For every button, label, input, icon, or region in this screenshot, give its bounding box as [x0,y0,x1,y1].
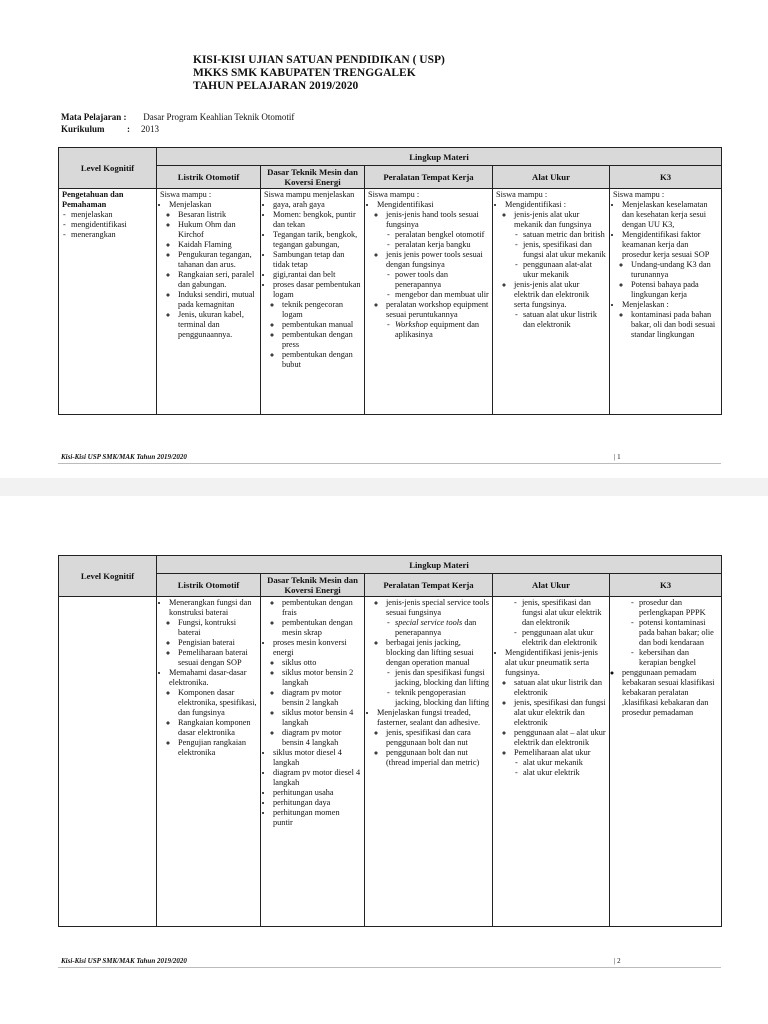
page-1 [0,0,768,478]
subject-row: Mata Pelajaran : Dasar Program Keahlian Teknik Otomotif [61,112,295,122]
level-cell: Pengetahuan dan Pemahaman - menjelaskan - mengidentifikasi - menerangkan [59,189,157,415]
header-level: Level Kognitif [59,556,157,597]
footer-text: Kisi-Kisi USP SMK/MAK Tahun 2019/2020 [61,453,187,461]
cell-peralatan: ◦ jenis-jenis special service tools sesuai fungsinya - special service tools dan penerapannya ◦ berbagai jenis jacking, blocking dan lifting sesuai dengan operation manual - jenis dan spesifikasi fungsi jacking, blocking dan lifting - teknik pengoperasian jacking, blocking dan lifting • Menjelaskan fungsi treaded, fasterner, sealant dan adhesive. ◦ jenis, spesifikasi dan cara penggunaan bolt dan nut ◦ penggunaan bolt dan nut (thread imperial dan metric) [365,597,493,927]
page-number: | 2 [614,957,621,965]
header-col5: K3 [610,166,722,189]
header-col2: Dasar Teknik Mesin dan Koversi Energi [261,574,365,597]
header-col2: Dasar Teknik Mesin dan Koversi Energi [261,166,365,189]
header-col3: Peralatan Tempat Kerja [365,574,493,597]
header-col4: Alat Ukur [493,574,610,597]
cell-mesin: Siswa mampu menjelaskan • gaya, arah gaya • Momen: bengkok, puntir dan tekan • Tegangan tarik, bengkok, tegangan gabungan, • Sambungan tetap dan tidak tetap • gigi,rantai dan belt • proses dasar pembentukan logam ◦ teknik pengecoran logam ◦ pembentukan manual ◦ pembentukan dengan press ◦ pembentukan dengan bubut [261,189,365,415]
kisi-table-2 [58,555,722,927]
header-scope: Lingkup Materi [157,556,722,574]
header-scope: Lingkup Materi [157,148,722,166]
header-col3: Peralatan Tempat Kerja [365,166,493,189]
cell-listrik: Siswa mampu : • Menjelaskan ◦ Besaran listrik ◦ Hukum Ohm dan Kirchof ◦ Kaidah Flaming ◦ Pengukuran tegangan, tahanan dan arus. ◦ Rangkaian seri, paralel dan gabungan. ◦ Induksi sendiri, mutual pada kemagnitan ◦ Jenis, ukuran kabel, terminal dan penggunaannya. [157,189,261,415]
kisi-table-1 [58,147,722,415]
cell-alat-ukur: - jenis, spesifikasi dan fungsi alat ukur elektrik dan elektronik - penggunaan alat ukur elektrik dan elektronik • Mengidentifikasi jenis-jenis alat ukur pneumatik serta fungsinya. ◦ satuan alat ukur listrik dan elektronik ◦ jenis, spesifikasi dan fungsi alat ukur elektrik dan elektronik ◦ penggunaan alat – alat ukur elektrik dan elektronik ◦ Pemeliharaan alat ukur - alat ukur mekanik - alat ukur elektrik [493,597,610,927]
cell-alat-ukur: Siswa mampu : • Mengidentifikasi : ◦ jenis-jenis alat ukur mekanik dan fungsinya - satuan metric dan british - jenis, spesifikasi dan fungsi alat ukur mekanik - penggunaan alat-alat ukur mekanik ◦ jenis-jenis alat ukur elektrik dan elektronik serta fungsinya. - satuan alat ukur listrik dan elektronik [493,189,610,415]
cell-k3: - prosedur dan perlengkapan PPPK - potensi kontaminasi pada bahan bakar; olie dan bodi kendaraan - kebersihan dan kerapian bengkel ◦ • penggunaan pemadam kebakaran sesuai klasifikasi kebakaran peralatan ,klasifikasi kebakaran dan prosedur pemadaman [610,597,722,927]
document-meta [61,111,294,135]
header-col1: Listrik Otomotif [157,574,261,597]
header-level: Level Kognitif [59,148,157,189]
document-title: KISI-KISI UJIAN SATUAN PENDIDIKAN ( USP) MKKS SMK KABUPATEN TRENGGALEK TAHUN PELAJARAN 2019/2020 [193,54,445,92]
cell-k3: Siswa mampu : • Menjelaskan keselamatan dan kesehatan kerja sesui dengan UU K3, • Mengidentifikasi faktor keamanan kerja dan prosedur kerja sesuai SOP ◦ Undang-undang K3 dan turunannya ◦ Potensi bahaya pada lingkungan kerja • Menjelaskan : ◦ kontaminasi pada bahan bakar, oli dan bodi sesuai standar lingkungan [610,189,722,415]
footer-text: Kisi-Kisi USP SMK/MAK Tahun 2019/2020 [61,957,187,965]
page-number: | 1 [614,453,621,461]
cell-peralatan: Siswa mampu : • Mengidentifikasi ◦ jenis-jenis hand tools sesuai fungsinya - peralatan bengkel otomotif - peralatan kerja bangku ◦ jenis jenis power tools sesuai dengan fungsinya - power tools dan penerapannya - mengebor dan membuat ulir ◦ peralatan workshop equipment sesuai peruntukannya - Workshop equipment dan aplikasinya [365,189,493,415]
curriculum-row: Kurikulum : 2013 [61,124,159,134]
cell-listrik: • Menerangkan fungsi dan konstruksi baterai ◦ Fungsi, kontruksi baterai ◦ Pengisian baterai ◦ Pemeliharaan baterai sesuai dengan SOP • Memahami dasar-dasar elektronika. ◦ Komponen dasar elektronika, spesifikasi, dan fungsinya ◦ Rangkaian komponen dasar elektronika ◦ Pengujian rangkaian elektronika [157,597,261,927]
header-col4: Alat Ukur [493,166,610,189]
footer-rule [58,967,721,968]
header-col1: Listrik Otomotif [157,166,261,189]
footer-rule [58,463,721,464]
level-cell [59,597,157,927]
header-col5: K3 [610,574,722,597]
cell-mesin: ◦ pembentukan dengan frais ◦ pembentukan dengan mesin skrap • proses mesin konversi energi ◦ siklus otto ◦ siklus motor bensin 2 langkah ◦ diagram pv motor bensin 2 langkah ◦ siklus motor bensin 4 langkah ◦ diagram pv motor bensin 4 langkah • siklus motor diesel 4 langkah • diagram pv motor diesel 4 langkah • perhitungan usaha • perhitungan daya • perhitungan momen puntir [261,597,365,927]
